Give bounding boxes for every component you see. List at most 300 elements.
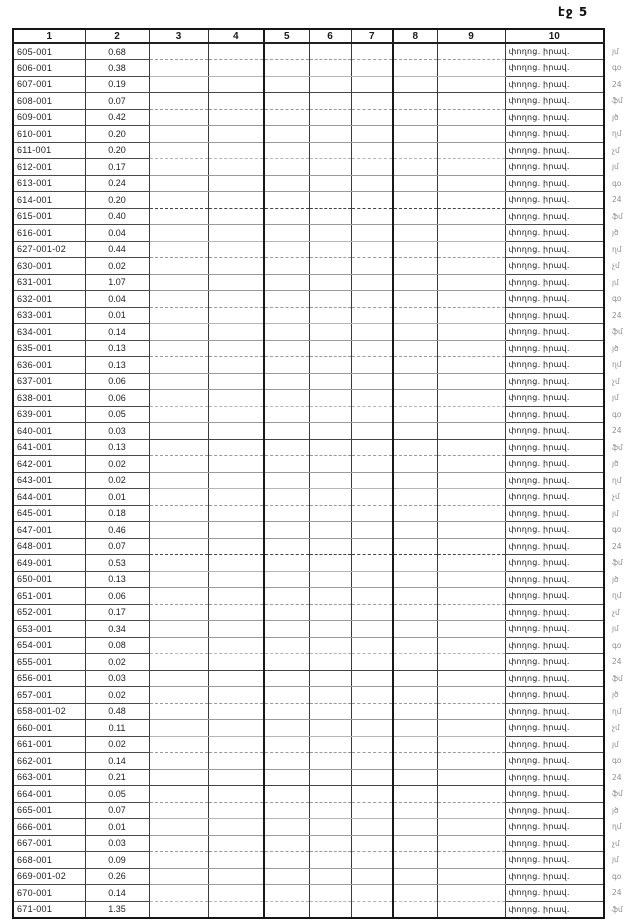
cell-empty: [351, 93, 393, 110]
cell-right-type-note: փողոց. իրավ.: [505, 885, 604, 902]
cell-empty: [393, 868, 437, 885]
cell-empty: [309, 538, 351, 555]
cell-empty: [351, 472, 393, 489]
cell-area-value: 0.20: [85, 142, 149, 159]
cell-empty: [393, 258, 437, 275]
cell-empty: [208, 819, 264, 836]
cell-empty: [351, 307, 393, 324]
cell-empty: [208, 835, 264, 852]
cell-parcel-code: 636-001: [13, 357, 85, 374]
cell-empty: [351, 489, 393, 506]
cell-right-type-note: փողոց. իրավ.: [505, 588, 604, 605]
cell-empty: [149, 241, 208, 258]
margin-mark: յծ: [604, 225, 634, 242]
cell-empty: [393, 769, 437, 786]
cell-empty: [149, 753, 208, 770]
cell-empty: [393, 621, 437, 638]
cell-empty: [437, 159, 505, 176]
cell-empty: [351, 225, 393, 242]
cell-empty: [309, 60, 351, 77]
cell-area-value: 0.04: [85, 291, 149, 308]
margin-mark: ֆմ: [604, 901, 634, 918]
cell-empty: [264, 274, 309, 291]
cell-parcel-code: 664-001: [13, 786, 85, 803]
table-row: [13, 571, 634, 588]
cell-right-type-note: փողոց. իրավ.: [505, 76, 604, 93]
cell-parcel-code: 654-001: [13, 637, 85, 654]
margin-mark: ֆմ: [604, 208, 634, 225]
table-row: [13, 208, 634, 225]
cell-empty: [149, 802, 208, 819]
margin-mark: չմ: [604, 604, 634, 621]
cell-empty: [309, 324, 351, 341]
table-row: [13, 43, 634, 60]
margin-mark: ֆմ: [604, 555, 634, 572]
table-body: [13, 43, 634, 918]
margin-mark: 24: [604, 76, 634, 93]
table-row: [13, 357, 634, 374]
cell-parcel-code: 613-001: [13, 175, 85, 192]
cell-empty: [149, 126, 208, 143]
cell-empty: [351, 720, 393, 737]
table-row: [13, 670, 634, 687]
margin-mark: յմ: [604, 736, 634, 753]
margin-mark: չմ: [604, 142, 634, 159]
cell-right-type-note: փողոց. իրավ.: [505, 489, 604, 506]
cell-empty: [437, 571, 505, 588]
cell-empty: [208, 588, 264, 605]
cell-empty: [149, 571, 208, 588]
cell-empty: [149, 472, 208, 489]
cell-empty: [393, 901, 437, 918]
cell-empty: [264, 736, 309, 753]
cell-empty: [393, 43, 437, 60]
cell-empty: [351, 753, 393, 770]
margin-mark: գօ: [604, 753, 634, 770]
cell-empty: [149, 175, 208, 192]
table-row: [13, 76, 634, 93]
cell-area-value: 0.38: [85, 60, 149, 77]
cell-empty: [208, 769, 264, 786]
cell-empty: [208, 175, 264, 192]
cell-empty: [149, 588, 208, 605]
cell-area-value: 0.18: [85, 505, 149, 522]
cell-empty: [393, 357, 437, 374]
cell-empty: [437, 142, 505, 159]
cell-empty: [309, 901, 351, 918]
cell-area-value: 0.03: [85, 835, 149, 852]
margin-mark: յծ: [604, 571, 634, 588]
cell-parcel-code: 642-001: [13, 456, 85, 473]
table-row: [13, 835, 634, 852]
cell-empty: [437, 802, 505, 819]
cell-empty: [351, 868, 393, 885]
cell-empty: [309, 670, 351, 687]
cell-empty: [393, 604, 437, 621]
cell-empty: [437, 819, 505, 836]
cell-empty: [149, 819, 208, 836]
table-row: [13, 604, 634, 621]
cell-empty: [351, 357, 393, 374]
cell-empty: [264, 538, 309, 555]
cell-empty: [309, 175, 351, 192]
cell-empty: [264, 192, 309, 209]
cell-empty: [393, 175, 437, 192]
cell-empty: [264, 720, 309, 737]
table-row: [13, 390, 634, 407]
cell-empty: [264, 406, 309, 423]
table-row: [13, 802, 634, 819]
cell-empty: [264, 489, 309, 506]
cell-parcel-code: 634-001: [13, 324, 85, 341]
cell-empty: [437, 307, 505, 324]
cell-empty: [264, 258, 309, 275]
cell-parcel-code: 641-001: [13, 439, 85, 456]
cell-empty: [393, 703, 437, 720]
cell-empty: [264, 555, 309, 572]
cell-empty: [208, 192, 264, 209]
cell-empty: [149, 93, 208, 110]
cell-parcel-code: 627-001-02: [13, 241, 85, 258]
cell-empty: [393, 489, 437, 506]
margin-mark: չմ: [604, 373, 634, 390]
cell-empty: [149, 324, 208, 341]
table-row: [13, 241, 634, 258]
cell-empty: [149, 637, 208, 654]
cell-parcel-code: 640-001: [13, 423, 85, 440]
table-row: [13, 109, 634, 126]
margin-mark: 24: [604, 307, 634, 324]
cell-empty: [351, 373, 393, 390]
cell-right-type-note: փողոց. իրավ.: [505, 868, 604, 885]
cell-empty: [437, 60, 505, 77]
cell-empty: [437, 192, 505, 209]
cell-right-type-note: փողոց. իրավ.: [505, 373, 604, 390]
cell-empty: [309, 439, 351, 456]
cell-empty: [393, 76, 437, 93]
cell-empty: [208, 406, 264, 423]
cell-empty: [393, 109, 437, 126]
cell-empty: [437, 670, 505, 687]
cell-empty: [309, 588, 351, 605]
cell-area-value: 0.53: [85, 555, 149, 572]
cell-area-value: 0.06: [85, 390, 149, 407]
cell-empty: [437, 258, 505, 275]
cell-empty: [208, 852, 264, 869]
cell-empty: [208, 786, 264, 803]
cell-empty: [149, 555, 208, 572]
margin-mark: 24: [604, 192, 634, 209]
cell-right-type-note: փողոց. իրավ.: [505, 670, 604, 687]
cell-right-type-note: փողոց. իրավ.: [505, 786, 604, 803]
cell-empty: [208, 126, 264, 143]
table-row: [13, 703, 634, 720]
margin-mark: ղմ: [604, 126, 634, 143]
cell-empty: [393, 885, 437, 902]
cell-parcel-code: 635-001: [13, 340, 85, 357]
cell-empty: [393, 538, 437, 555]
cell-area-value: 0.26: [85, 868, 149, 885]
cell-empty: [208, 802, 264, 819]
cell-empty: [309, 274, 351, 291]
cell-parcel-code: 605-001: [13, 43, 85, 60]
cell-area-value: 0.42: [85, 109, 149, 126]
col-header-7: 7: [351, 29, 393, 43]
cell-area-value: 0.34: [85, 621, 149, 638]
cell-empty: [437, 835, 505, 852]
cell-empty: [437, 225, 505, 242]
margin-mark: ղմ: [604, 357, 634, 374]
cell-empty: [351, 126, 393, 143]
cell-empty: [149, 786, 208, 803]
cell-empty: [351, 340, 393, 357]
cell-empty: [437, 505, 505, 522]
cell-parcel-code: 671-001: [13, 901, 85, 918]
cell-empty: [309, 93, 351, 110]
cell-empty: [351, 769, 393, 786]
cell-right-type-note: փողոց. իրավ.: [505, 324, 604, 341]
cell-empty: [393, 687, 437, 704]
cell-empty: [351, 555, 393, 572]
cell-empty: [264, 868, 309, 885]
cell-empty: [149, 109, 208, 126]
cell-empty: [208, 76, 264, 93]
col-header-8: 8: [393, 29, 437, 43]
cell-right-type-note: փողոց. իրավ.: [505, 192, 604, 209]
cell-parcel-code: 660-001: [13, 720, 85, 737]
cell-empty: [351, 439, 393, 456]
cell-area-value: 0.05: [85, 406, 149, 423]
cell-empty: [393, 93, 437, 110]
table-row: [13, 406, 634, 423]
cell-empty: [208, 885, 264, 902]
cell-empty: [393, 126, 437, 143]
cell-empty: [437, 93, 505, 110]
margin-header-spacer: [604, 29, 634, 43]
margin-mark: գօ: [604, 637, 634, 654]
cell-parcel-code: 669-001-02: [13, 868, 85, 885]
cell-parcel-code: 651-001: [13, 588, 85, 605]
cell-parcel-code: 614-001: [13, 192, 85, 209]
cell-empty: [351, 604, 393, 621]
cell-right-type-note: փողոց. իրավ.: [505, 291, 604, 308]
cell-empty: [393, 472, 437, 489]
cell-empty: [437, 703, 505, 720]
cell-empty: [309, 522, 351, 539]
cell-area-value: 0.02: [85, 654, 149, 671]
cell-empty: [149, 901, 208, 918]
cell-area-value: 0.40: [85, 208, 149, 225]
margin-mark: գօ: [604, 291, 634, 308]
table-row: [13, 505, 634, 522]
cell-empty: [309, 340, 351, 357]
margin-mark: չմ: [604, 489, 634, 506]
cell-empty: [264, 769, 309, 786]
table-row: [13, 291, 634, 308]
cell-empty: [208, 324, 264, 341]
cell-empty: [393, 786, 437, 803]
table-row: [13, 819, 634, 836]
cell-empty: [208, 43, 264, 60]
cell-empty: [437, 522, 505, 539]
cell-empty: [309, 885, 351, 902]
cell-empty: [264, 142, 309, 159]
cell-empty: [393, 720, 437, 737]
cell-empty: [309, 505, 351, 522]
cell-parcel-code: 668-001: [13, 852, 85, 869]
cell-parcel-code: 638-001: [13, 390, 85, 407]
cell-area-value: 0.08: [85, 637, 149, 654]
header-row: [13, 29, 634, 43]
cell-empty: [351, 852, 393, 869]
cell-empty: [351, 703, 393, 720]
cell-empty: [309, 703, 351, 720]
cell-empty: [437, 76, 505, 93]
cell-empty: [437, 901, 505, 918]
table-row: [13, 60, 634, 77]
cell-empty: [208, 654, 264, 671]
cell-empty: [264, 175, 309, 192]
cell-right-type-note: փողոց. իրավ.: [505, 687, 604, 704]
cell-empty: [149, 225, 208, 242]
cell-empty: [393, 60, 437, 77]
cell-area-value: 0.20: [85, 126, 149, 143]
cell-empty: [149, 43, 208, 60]
cell-empty: [149, 720, 208, 737]
cell-area-value: 0.01: [85, 819, 149, 836]
table-row: [13, 93, 634, 110]
col-header-5: 5: [264, 29, 309, 43]
margin-mark: ղմ: [604, 819, 634, 836]
cell-area-value: 0.24: [85, 175, 149, 192]
cell-empty: [264, 439, 309, 456]
cell-area-value: 0.68: [85, 43, 149, 60]
cell-area-value: 0.06: [85, 588, 149, 605]
cell-empty: [309, 786, 351, 803]
cell-empty: [393, 406, 437, 423]
cell-empty: [309, 142, 351, 159]
cell-empty: [264, 159, 309, 176]
cell-parcel-code: 670-001: [13, 885, 85, 902]
cell-parcel-code: 661-001: [13, 736, 85, 753]
cell-area-value: 0.09: [85, 852, 149, 869]
cell-empty: [393, 588, 437, 605]
cell-area-value: 1.07: [85, 274, 149, 291]
cell-empty: [351, 208, 393, 225]
col-header-6: 6: [309, 29, 351, 43]
cell-area-value: 0.13: [85, 357, 149, 374]
cell-empty: [208, 538, 264, 555]
margin-mark: ֆմ: [604, 324, 634, 341]
cell-empty: [309, 769, 351, 786]
cell-empty: [264, 225, 309, 242]
margin-mark: ղմ: [604, 241, 634, 258]
cell-empty: [309, 192, 351, 209]
margin-mark: 24: [604, 423, 634, 440]
cell-area-value: 0.02: [85, 456, 149, 473]
cell-parcel-code: 663-001: [13, 769, 85, 786]
cell-empty: [351, 819, 393, 836]
cell-empty: [351, 159, 393, 176]
cell-empty: [437, 406, 505, 423]
table-row: [13, 736, 634, 753]
cell-empty: [309, 126, 351, 143]
cell-parcel-code: 650-001: [13, 571, 85, 588]
table-row: [13, 258, 634, 275]
cell-right-type-note: փողոց. իրավ.: [505, 456, 604, 473]
table-row: [13, 373, 634, 390]
cell-empty: [351, 390, 393, 407]
cell-empty: [264, 340, 309, 357]
cell-empty: [264, 670, 309, 687]
cell-empty: [149, 687, 208, 704]
cell-empty: [264, 43, 309, 60]
cell-area-value: 0.21: [85, 769, 149, 786]
parcel-table: [12, 28, 634, 919]
cell-area-value: 0.48: [85, 703, 149, 720]
margin-mark: 24: [604, 769, 634, 786]
cell-empty: [309, 753, 351, 770]
cell-empty: [149, 522, 208, 539]
cell-empty: [437, 423, 505, 440]
table-row: [13, 769, 634, 786]
cell-empty: [208, 423, 264, 440]
cell-empty: [393, 274, 437, 291]
cell-empty: [437, 736, 505, 753]
cell-empty: [264, 208, 309, 225]
cell-empty: [351, 588, 393, 605]
cell-empty: [208, 241, 264, 258]
cell-empty: [393, 637, 437, 654]
cell-right-type-note: փողոց. իրավ.: [505, 258, 604, 275]
cell-empty: [264, 456, 309, 473]
cell-empty: [264, 687, 309, 704]
table-row: [13, 868, 634, 885]
cell-empty: [393, 456, 437, 473]
cell-empty: [149, 703, 208, 720]
cell-parcel-code: 653-001: [13, 621, 85, 638]
table-row: [13, 423, 634, 440]
cell-empty: [351, 505, 393, 522]
cell-parcel-code: 667-001: [13, 835, 85, 852]
cell-area-value: 0.03: [85, 670, 149, 687]
col-header-3: 3: [149, 29, 208, 43]
cell-right-type-note: փողոց. իրավ.: [505, 522, 604, 539]
cell-empty: [437, 208, 505, 225]
cell-empty: [437, 373, 505, 390]
cell-empty: [208, 60, 264, 77]
cell-parcel-code: 610-001: [13, 126, 85, 143]
cell-right-type-note: փողոց. իրավ.: [505, 621, 604, 638]
cell-parcel-code: 666-001: [13, 819, 85, 836]
cell-empty: [149, 142, 208, 159]
cell-empty: [437, 126, 505, 143]
cell-right-type-note: փողոց. իրավ.: [505, 208, 604, 225]
cell-empty: [351, 786, 393, 803]
cell-empty: [309, 390, 351, 407]
cell-parcel-code: 637-001: [13, 373, 85, 390]
cell-empty: [393, 324, 437, 341]
cell-empty: [264, 571, 309, 588]
cell-empty: [309, 423, 351, 440]
cell-empty: [264, 802, 309, 819]
cell-empty: [393, 307, 437, 324]
cell-empty: [149, 736, 208, 753]
cell-empty: [309, 291, 351, 308]
cell-empty: [208, 208, 264, 225]
cell-empty: [309, 472, 351, 489]
cell-right-type-note: փողոց. իրավ.: [505, 538, 604, 555]
